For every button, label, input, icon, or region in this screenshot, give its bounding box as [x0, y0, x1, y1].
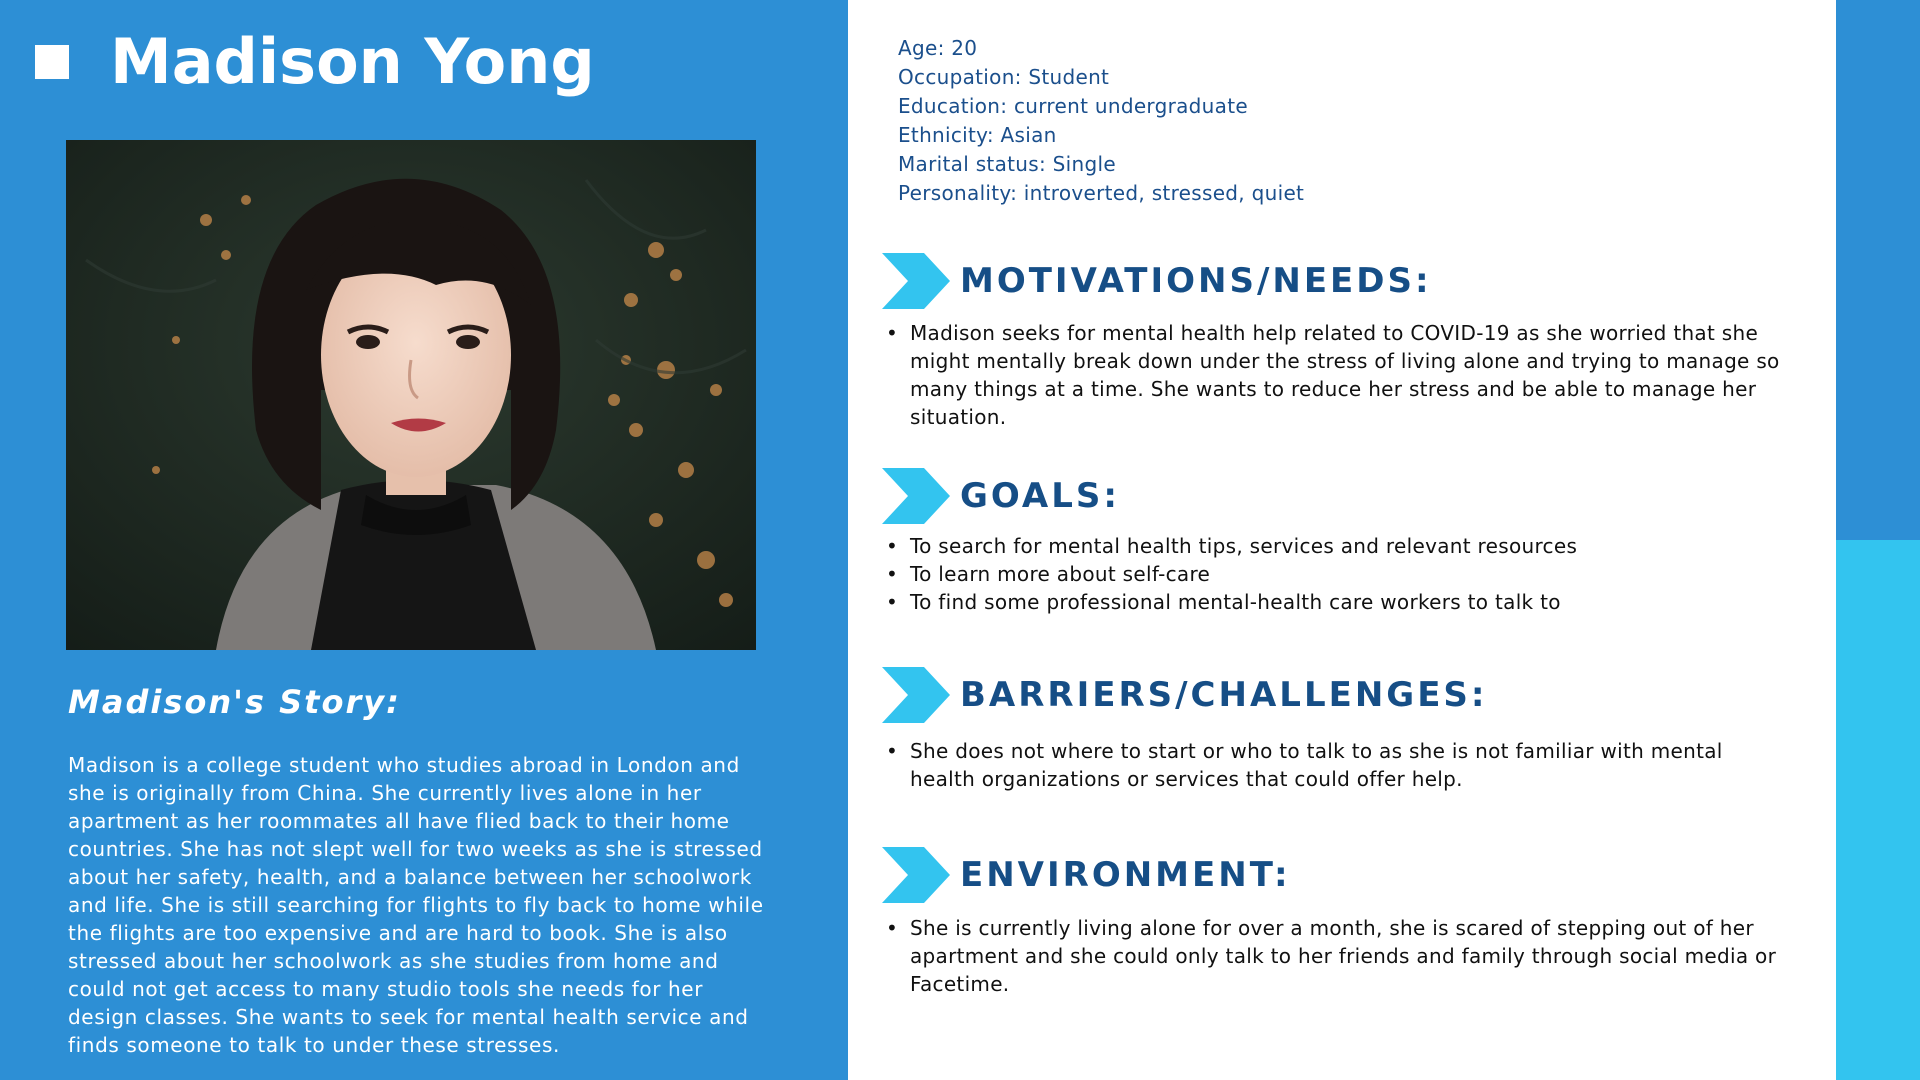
story-text: Madison is a college student who studies abroad in London and she is originally from China. She currently lives alone in her apartment as her roommates all have flied back to their home countries. She has not slept well for two weeks as she is stressed about her safety, health, and a balance between her schoolwork and life. She is still searching for flights to fly back to home while the flights are too expensive and are hard to book. She is also stressed about her schoolwork as she studies from home and could not get access to many studio tools she needs for her design classes. She wants to seek for mental health service and finds someone to talk to under these stresses.	[68, 753, 764, 1057]
demographics-list	[898, 34, 1304, 208]
chevron-right-icon	[882, 468, 950, 524]
story-heading: Madison's Story:	[68, 683, 401, 721]
title-square-icon	[35, 45, 69, 79]
barriers-list	[886, 737, 1791, 793]
demographic-age: Age: 20	[898, 36, 978, 60]
chevron-right-icon	[882, 667, 950, 723]
environment-list	[886, 914, 1791, 998]
accent-strip-bottom	[1836, 540, 1920, 1080]
accent-strip-top	[1836, 0, 1920, 540]
barriers-title: BARRIERS/CHALLENGES:	[960, 675, 1488, 715]
list-item: • To learn more about self-care	[886, 560, 1791, 588]
portrait-illustration	[66, 140, 756, 650]
list-item: • She does not where to start or who to talk to as she is not familiar with mental health organizations or services that could offer help.	[886, 737, 1791, 793]
right-accent-strip	[1836, 0, 1920, 1080]
list-item: • Madison seeks for mental health help related to COVID-19 as she worried that she might mentally break down under the stress of living alone and trying to manage so many things at a time. She wants to reduce her stress and be able to manage her situation.	[886, 319, 1791, 431]
motivations-title: MOTIVATIONS/NEEDS:	[960, 261, 1432, 301]
goals-list	[886, 532, 1791, 616]
persona-name: Madison Yong	[110, 25, 595, 98]
demographic-marital-status: Marital status: Single	[898, 152, 1116, 176]
left-panel	[0, 0, 848, 1080]
goals-title: GOALS:	[960, 476, 1120, 516]
environment-title: ENVIRONMENT:	[960, 855, 1291, 895]
chevron-right-icon	[882, 847, 950, 903]
demographic-ethnicity: Ethnicity: Asian	[898, 123, 1057, 147]
demographic-occupation: Occupation: Student	[898, 65, 1110, 89]
motivations-list	[886, 319, 1791, 431]
demographic-personality: Personality: introverted, stressed, quiet	[898, 181, 1305, 205]
persona-photo	[66, 140, 756, 650]
list-item: • To search for mental health tips, services and relevant resources	[886, 532, 1791, 560]
list-item: • To find some professional mental-health care workers to talk to	[886, 588, 1791, 616]
chevron-right-icon	[882, 253, 950, 309]
demographic-education: Education: current undergraduate	[898, 94, 1248, 118]
list-item: • She is currently living alone for over a month, she is scared of stepping out of her apartment and she could only talk to her friends and family through social media or Facetime.	[886, 914, 1791, 998]
